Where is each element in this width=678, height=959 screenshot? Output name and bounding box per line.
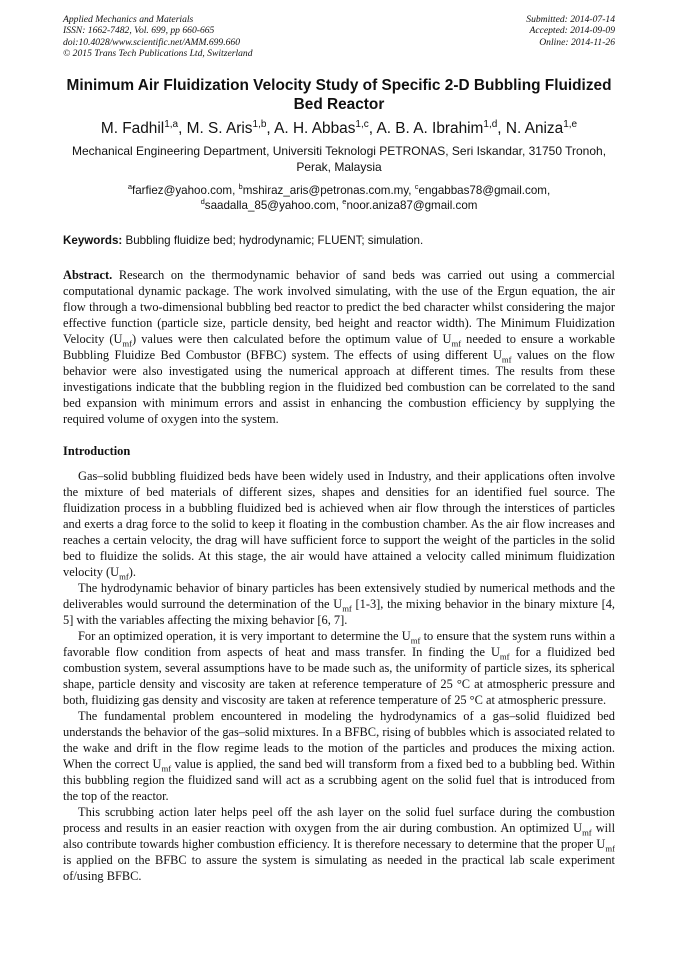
author-affiliation-mark: 1,c bbox=[355, 118, 369, 130]
author-separator: , bbox=[368, 120, 377, 137]
email-mark: e bbox=[342, 197, 347, 207]
paragraph-text: value is applied, the sand bed will transform from a fixed bed to a bubbling bed. Within this bubbling region the fluidized sand will act as a scrubbing agent on the solid fuel that is introduced from the top of the reactor. bbox=[63, 757, 615, 803]
subscript-mf: mf bbox=[451, 338, 462, 349]
paragraph-text: ). bbox=[128, 565, 136, 579]
intro-paragraph-2 bbox=[63, 580, 615, 628]
section-heading-introduction: Introduction bbox=[63, 444, 131, 458]
abstract bbox=[63, 267, 615, 427]
author-affiliation-mark: 1,e bbox=[563, 118, 578, 130]
subscript-mf: mf bbox=[342, 603, 352, 614]
email-mark: b bbox=[238, 182, 243, 192]
email-mark: a bbox=[127, 182, 133, 192]
email-address[interactable]: noor.aniza87@gmail.com bbox=[346, 199, 478, 212]
paper-page bbox=[63, 14, 615, 884]
author-name: M. S. Aris bbox=[186, 120, 253, 137]
paragraph-text: This scrubbing action later helps peel off the ash layer on the solid fuel surface during the combustion process and results in an easier reaction with oxygen from the air during combustion. An optimized U bbox=[63, 805, 615, 835]
intro-paragraph-5 bbox=[63, 804, 615, 884]
email-address[interactable]: mshiraz_aris@petronas.com.my bbox=[242, 184, 409, 197]
email-address[interactable]: saadalla_85@yahoo.com bbox=[204, 199, 336, 212]
author-separator: , bbox=[178, 120, 187, 137]
author-name: A. B. A. Ibrahim bbox=[376, 120, 484, 137]
paragraph-text: Gas–solid bubbling fluidized beds have been widely used in Industry, and their applications often involve the mixture of bed materials of different sizes, shapes and densities for an identified fuel source. The fluidization process in a bubbling fluidized bed is achieved when air flow through the interstices of particles and exerts a drag force to the solid to keep it floating in the combustion chamber. As the air flow increases and reaches a certain velocity, the drag will have sufficient force to support the weight of the particles in the solid bed to fluidize the solids. At this stage, the air would have attained a velocity called minimum fluidization velocity (U bbox=[63, 469, 615, 579]
email-list: $^a$farfiez@yahoo.com, $^b$mshiraz_aris@petronas.com.my, $^c$engabbas78@gmail.com, $^d$saadalla_85@yahoo.com, $^e$noor.aniza87@gmail.com bbox=[127, 182, 551, 212]
paragraph-text: will also contribute towards higher combustion efficiency. It is therefore necessary to determine that the proper U bbox=[63, 821, 616, 851]
publication-dates bbox=[526, 14, 615, 48]
author-name: A. H. Abbas bbox=[274, 120, 356, 137]
paragraph-text: for a fluidized bed combustion system, several assumptions have to be made such as, the uniformity of particle sizes, its spherical shape, particle density and viscosity are taken at reference temperature of 25 °C at atmospheric pressure and both, fluidizing gas density and viscosity are taken at reference temperature of 25 °C at atmospheric pressure. bbox=[63, 645, 615, 707]
paragraph-text: The hydrodynamic behavior of binary particles has been extensively studied by numerical methods and the deliverables would surround the determination of the U bbox=[63, 581, 615, 611]
online-date: Online: 2014-11-26 bbox=[539, 36, 615, 48]
abstract-text: values on the flow behavior were also investigated using the numerical approach at different times. The results from these investigations indicate that the bubbling region in the fluidized bed combustion can be correlated to the sand bed expansion with minimum errors and assist in enhancing the combustion efficiency by supplying the required volume of oxygen into the system. bbox=[63, 348, 615, 426]
email-address[interactable]: engabbas78@gmail.com bbox=[418, 184, 547, 197]
keywords-label: Keywords: bbox=[63, 234, 123, 247]
author-affiliation-mark: 1,a bbox=[164, 118, 179, 130]
journal-copyright: © 2015 Trans Tech Publications Ltd, Switzerland bbox=[63, 47, 253, 59]
journal-doi[interactable]: doi:10.4028/www.scientific.net/AMM.699.660 bbox=[63, 36, 241, 48]
author-separator: , bbox=[266, 120, 275, 137]
paragraph-text: The fundamental problem encountered in modeling the hydrodynamics of a gas–solid fluidized bed understands the behavior of the gas–solid mixtures. In a BFBC, rising of bubbles which is associated related to the wake and drift in the flow regime leads to the motion of the particles and produces the mixing action. When the correct U bbox=[63, 709, 615, 771]
abstract-text: Research on the thermodynamic behavior of sand beds was carried out using a commercial computational dynamic package. The work involved simulating, with the use of the Ergun equation, the air flow through a two-dimensional bubbling bed reactor to predict the bed character whilst considering the major effective function (particle size, particle density, bed height and reactor width). The Minimum Fluidization Velocity (U bbox=[63, 268, 615, 346]
keywords bbox=[63, 233, 615, 248]
abstract-text: ) values were then calculated before the optimum value of U bbox=[132, 332, 452, 346]
journal-info bbox=[63, 14, 253, 59]
subscript-mf: mf bbox=[499, 651, 510, 662]
abstract-label: Abstract. bbox=[63, 268, 113, 282]
author-name: N. Aniza bbox=[505, 120, 564, 137]
affiliation: Mechanical Engineering Department, Universiti Teknologi PETRONAS, Seri Iskandar, 31750 Tronoh, Perak, Malaysia bbox=[71, 144, 607, 174]
journal-name: Applied Mechanics and Materials bbox=[63, 14, 194, 25]
accepted-date: Accepted: 2014-09-09 bbox=[529, 25, 615, 37]
intro-paragraph-3 bbox=[63, 628, 615, 708]
journal-header bbox=[63, 14, 615, 66]
journal-issn: ISSN: 1662-7482, Vol. 699, pp 660-665 bbox=[63, 25, 215, 37]
intro-paragraph-1 bbox=[63, 468, 615, 580]
author-affiliation-mark: 1,d bbox=[483, 118, 498, 130]
email-address[interactable]: farfiez@yahoo.com bbox=[132, 184, 233, 197]
paragraph-text: to ensure that the system runs within a favorable flow condition from aspects of heat and mass transfer. In finding the U bbox=[63, 629, 615, 659]
author-name: M. Fadhil bbox=[100, 120, 165, 137]
author-separator: , bbox=[497, 120, 506, 137]
subscript-mf: mf bbox=[582, 827, 592, 838]
subscript-mf: mf bbox=[122, 338, 133, 349]
subscript-mf: mf bbox=[501, 354, 512, 365]
paper-title: Minimum Air Fluidization Velocity Study of Specific 2-D Bubbling Fluidized Bed Reactor bbox=[66, 77, 612, 113]
abstract-text: needed to ensure a workable Bubbling Fluidize Bed Combustor (BFBC) system. The effects of using different U bbox=[63, 332, 615, 362]
email-mark: d bbox=[200, 197, 205, 207]
email-mark: c bbox=[414, 182, 419, 192]
author-list bbox=[63, 119, 615, 139]
paragraph-text: is applied on the BFBC to assure the system is simulating as needed in the practical lab scale experiment of/using BFBC. bbox=[63, 853, 615, 883]
paragraph-text: For an optimized operation, it is very important to determine the U bbox=[78, 629, 411, 643]
subscript-mf: mf bbox=[605, 843, 615, 854]
submitted-date: Submitted: 2014-07-14 bbox=[526, 14, 615, 25]
intro-paragraph-4 bbox=[63, 708, 615, 804]
author-affiliation-mark: 1,b bbox=[252, 118, 267, 130]
subscript-mf: mf bbox=[119, 571, 129, 582]
paragraph-text: [1-3], the mixing behavior in the binary mixture [4, 5] with the variables affecting the mixing behavior [6, 7]. bbox=[63, 597, 615, 627]
keywords-text: Bubbling fluidize bed; hydrodynamic; FLUENT; simulation. bbox=[122, 234, 424, 247]
subscript-mf: mf bbox=[410, 635, 421, 646]
subscript-mf: mf bbox=[161, 763, 172, 774]
